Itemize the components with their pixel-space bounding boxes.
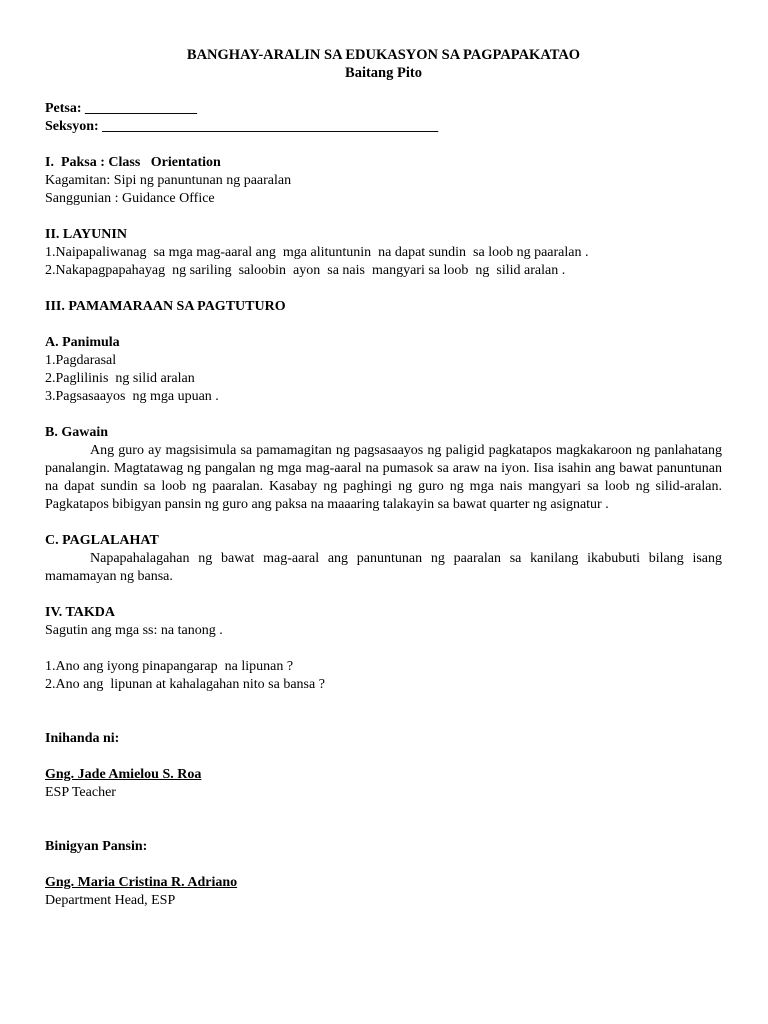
gawain-heading: B. Gawain bbox=[45, 425, 109, 440]
paglalahat-paragraph bbox=[45, 550, 722, 586]
petsa-field: Petsa: ________________ bbox=[45, 101, 198, 116]
takda-instruction: Sagutin ang mga ss: na tanong . bbox=[45, 623, 223, 638]
prepared-role: ESP Teacher bbox=[45, 785, 116, 800]
section-pamamaraan-heading: III. PAMAMARAAN SA PAGTUTURO bbox=[45, 299, 286, 314]
section-paksa-heading: I. Paksa : Class Orientation bbox=[45, 155, 221, 170]
panimula-heading: A. Panimula bbox=[45, 335, 120, 350]
noted-role: Department Head, ESP bbox=[45, 893, 176, 908]
kagamitan-line: Kagamitan: Sipi ng panuntunan ng paaralan bbox=[45, 173, 292, 188]
noted-name: Gng. Maria Cristina R. Adriano bbox=[45, 875, 238, 890]
takda-question: 2.Ano ang lipunan at kahalagahan nito sa bansa ? bbox=[45, 677, 325, 692]
takda-question: 1.Ano ang iyong pinapangarap na lipunan ? bbox=[45, 659, 294, 674]
section-layunin-heading: II. LAYUNIN bbox=[45, 227, 127, 242]
panimula-item: 2.Paglilinis ng silid aralan bbox=[45, 371, 195, 386]
prepared-label: Inihanda ni: bbox=[45, 731, 120, 746]
paglalahat-text: Napapahalagahan ng bawat mag-aaral ang panuntunan ng paaralan sa kanilang ikabubuti bilang isang mamamayan ng bansa. bbox=[45, 551, 722, 584]
document-page bbox=[45, 46, 722, 910]
gawain-paragraph bbox=[45, 442, 722, 514]
document-title: BANGHAY-ARALIN SA EDUKASYON SA PAGPAPAKATAO bbox=[186, 47, 581, 63]
noted-label: Binigyan Pansin: bbox=[45, 839, 148, 854]
panimula-item: 3.Pagsasaayos ng mga upuan . bbox=[45, 389, 219, 404]
seksyon-field: Seksyon: ________________________________________________ bbox=[45, 119, 439, 134]
section-takda-heading: IV. TAKDA bbox=[45, 605, 116, 620]
paglalahat-heading: C. PAGLALAHAT bbox=[45, 533, 159, 548]
sanggunian-line: Sanggunian : Guidance Office bbox=[45, 191, 215, 206]
layunin-item: 2.Nakapagpapahayag ng sariling saloobin ayon sa nais mangyari sa loob ng silid aralan . bbox=[45, 263, 566, 278]
document-subtitle: Baitang Pito bbox=[345, 65, 422, 81]
panimula-item: 1.Pagdarasal bbox=[45, 353, 117, 368]
prepared-name: Gng. Jade Amielou S. Roa bbox=[45, 767, 202, 782]
layunin-item: 1.Naipapaliwanag sa mga mag-aaral ang mga alituntunin na dapat sundin sa loob ng paaralan . bbox=[45, 245, 589, 260]
gawain-text: Ang guro ay magsisimula sa pamamagitan ng pagsasaayos ng paligid pagkatapos magkakaroon ng panlahatang panalangin. Magtatawag ng pangalan ng mga mag-aaral na pumasok sa araw na iyon. Iisa isahin ang bawat panuntunan na dapat sundin sa loob ng paaralan. Kasabay ng paghingi ng guro ng mga nais mangyari sa loob ng silid-aralan. Pagkatapos bibigyan pansin ng guro ang paksa na maaaring talakayin sa bawat quarter ng asignatur . bbox=[45, 443, 722, 512]
